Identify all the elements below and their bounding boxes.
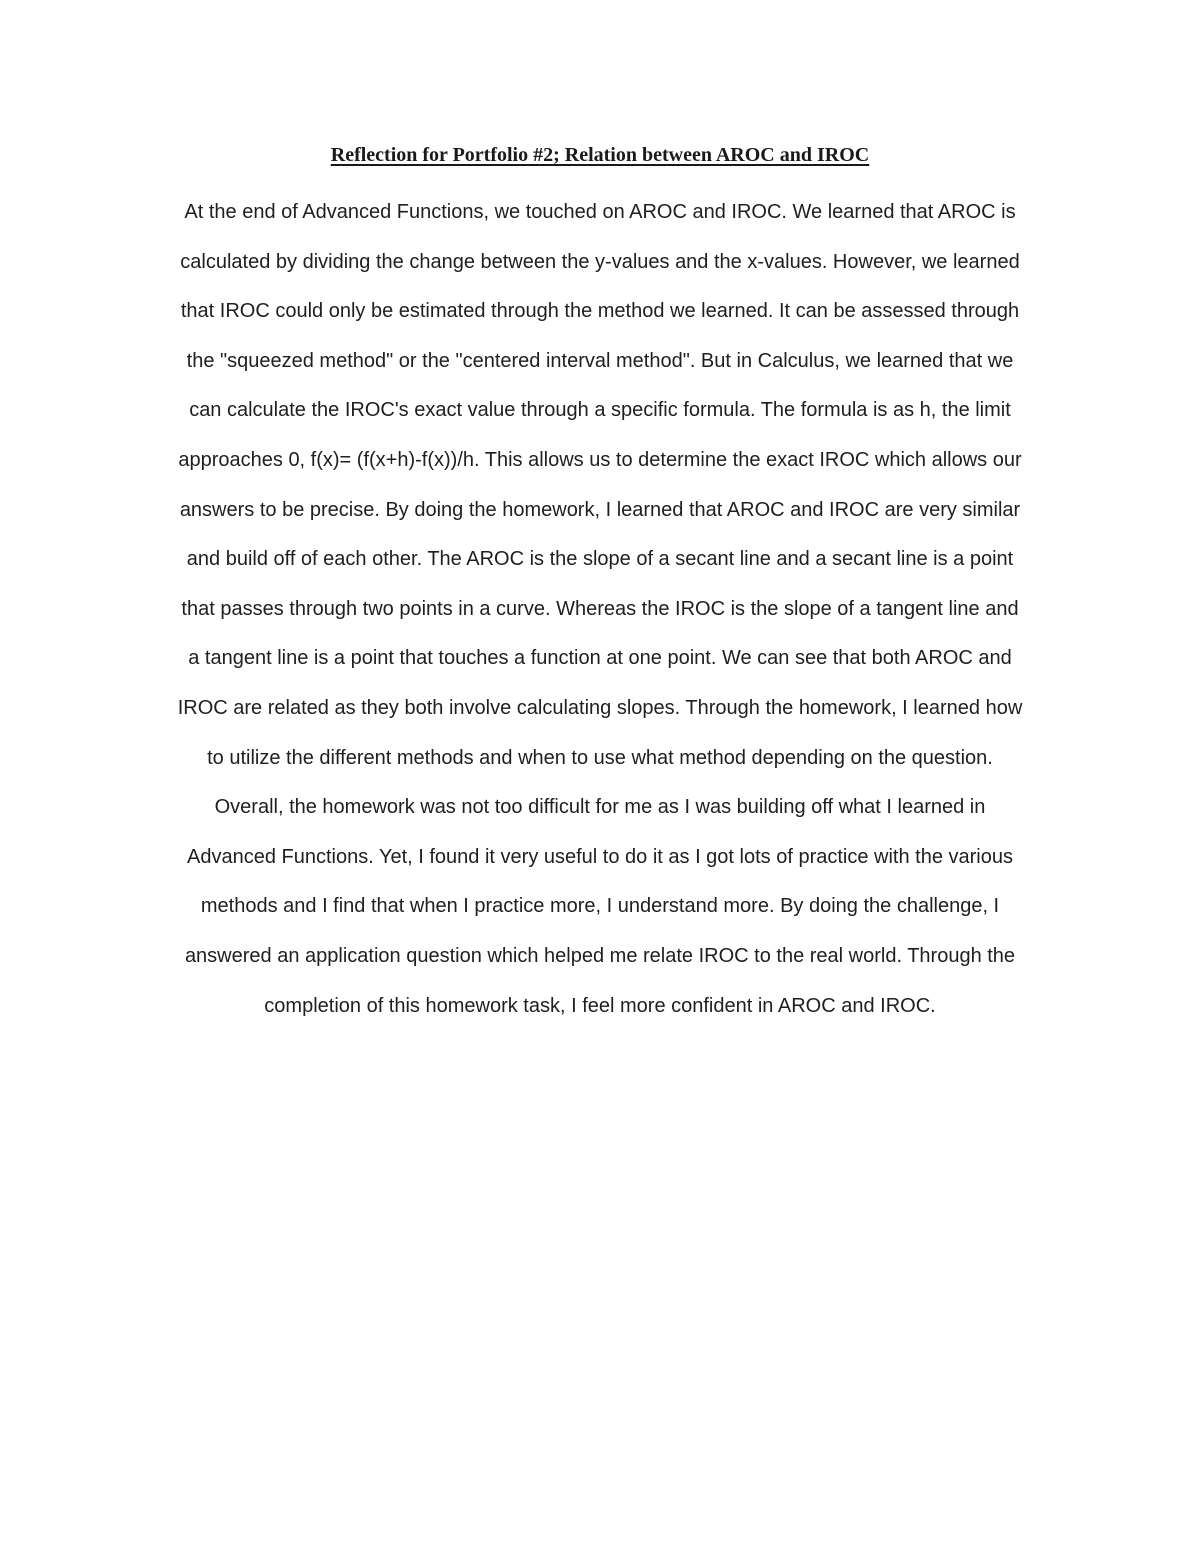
body-line: answers to be precise. By doing the homework, I learned that AROC and IROC are very similar <box>179 498 1021 521</box>
body-line: Overall, the homework was not too difficult for me as I was building off what I learned in <box>214 796 986 819</box>
body-line: methods and I find that when I practice more, I understand more. By doing the challenge, I <box>200 895 1000 918</box>
body-line: a tangent line is a point that touches a function at one point. We can see that both AROC and <box>188 647 1012 670</box>
body-line: At the end of Advanced Functions, we touched on AROC and IROC. We learned that AROC is <box>184 201 1016 223</box>
body-line: calculated by dividing the change between the y-values and the x-values. However, we learned <box>180 250 1020 273</box>
body-line: to utilize the different methods and when to use what method depending on the question. <box>207 746 993 769</box>
body-line: that IROC could only be estimated through the method we learned. It can be assessed through <box>180 300 1020 323</box>
document-title: Reflection for Portfolio #2; Relation between AROC and IROC <box>330 144 870 166</box>
body-line: completion of this homework task, I feel more confident in AROC and IROC. <box>264 994 936 1017</box>
document-body <box>100 196 1100 1039</box>
body-line: and build off of each other. The AROC is the slope of a secant line and a secant line is a point <box>186 548 1014 571</box>
body-line: IROC are related as they both involve calculating slopes. Through the homework, I learned how <box>177 696 1023 719</box>
body-line: approaches 0, f(x)= (f(x+h)-f(x))/h. This allows us to determine the exact IROC which allows our <box>178 448 1022 471</box>
body-line: answered an application question which helped me relate IROC to the real world. Through the <box>184 944 1016 967</box>
body-line: can calculate the IROC's exact value through a specific formula. The formula is as h, the limit <box>189 399 1011 422</box>
body-line: that passes through two points in a curve. Whereas the IROC is the slope of a tangent line and <box>181 597 1019 620</box>
body-line: the "squeezed method" or the "centered interval method". But in Calculus, we learned that we <box>186 349 1014 372</box>
body-line: Advanced Functions. Yet, I found it very useful to do it as I got lots of practice with the various <box>186 845 1013 868</box>
